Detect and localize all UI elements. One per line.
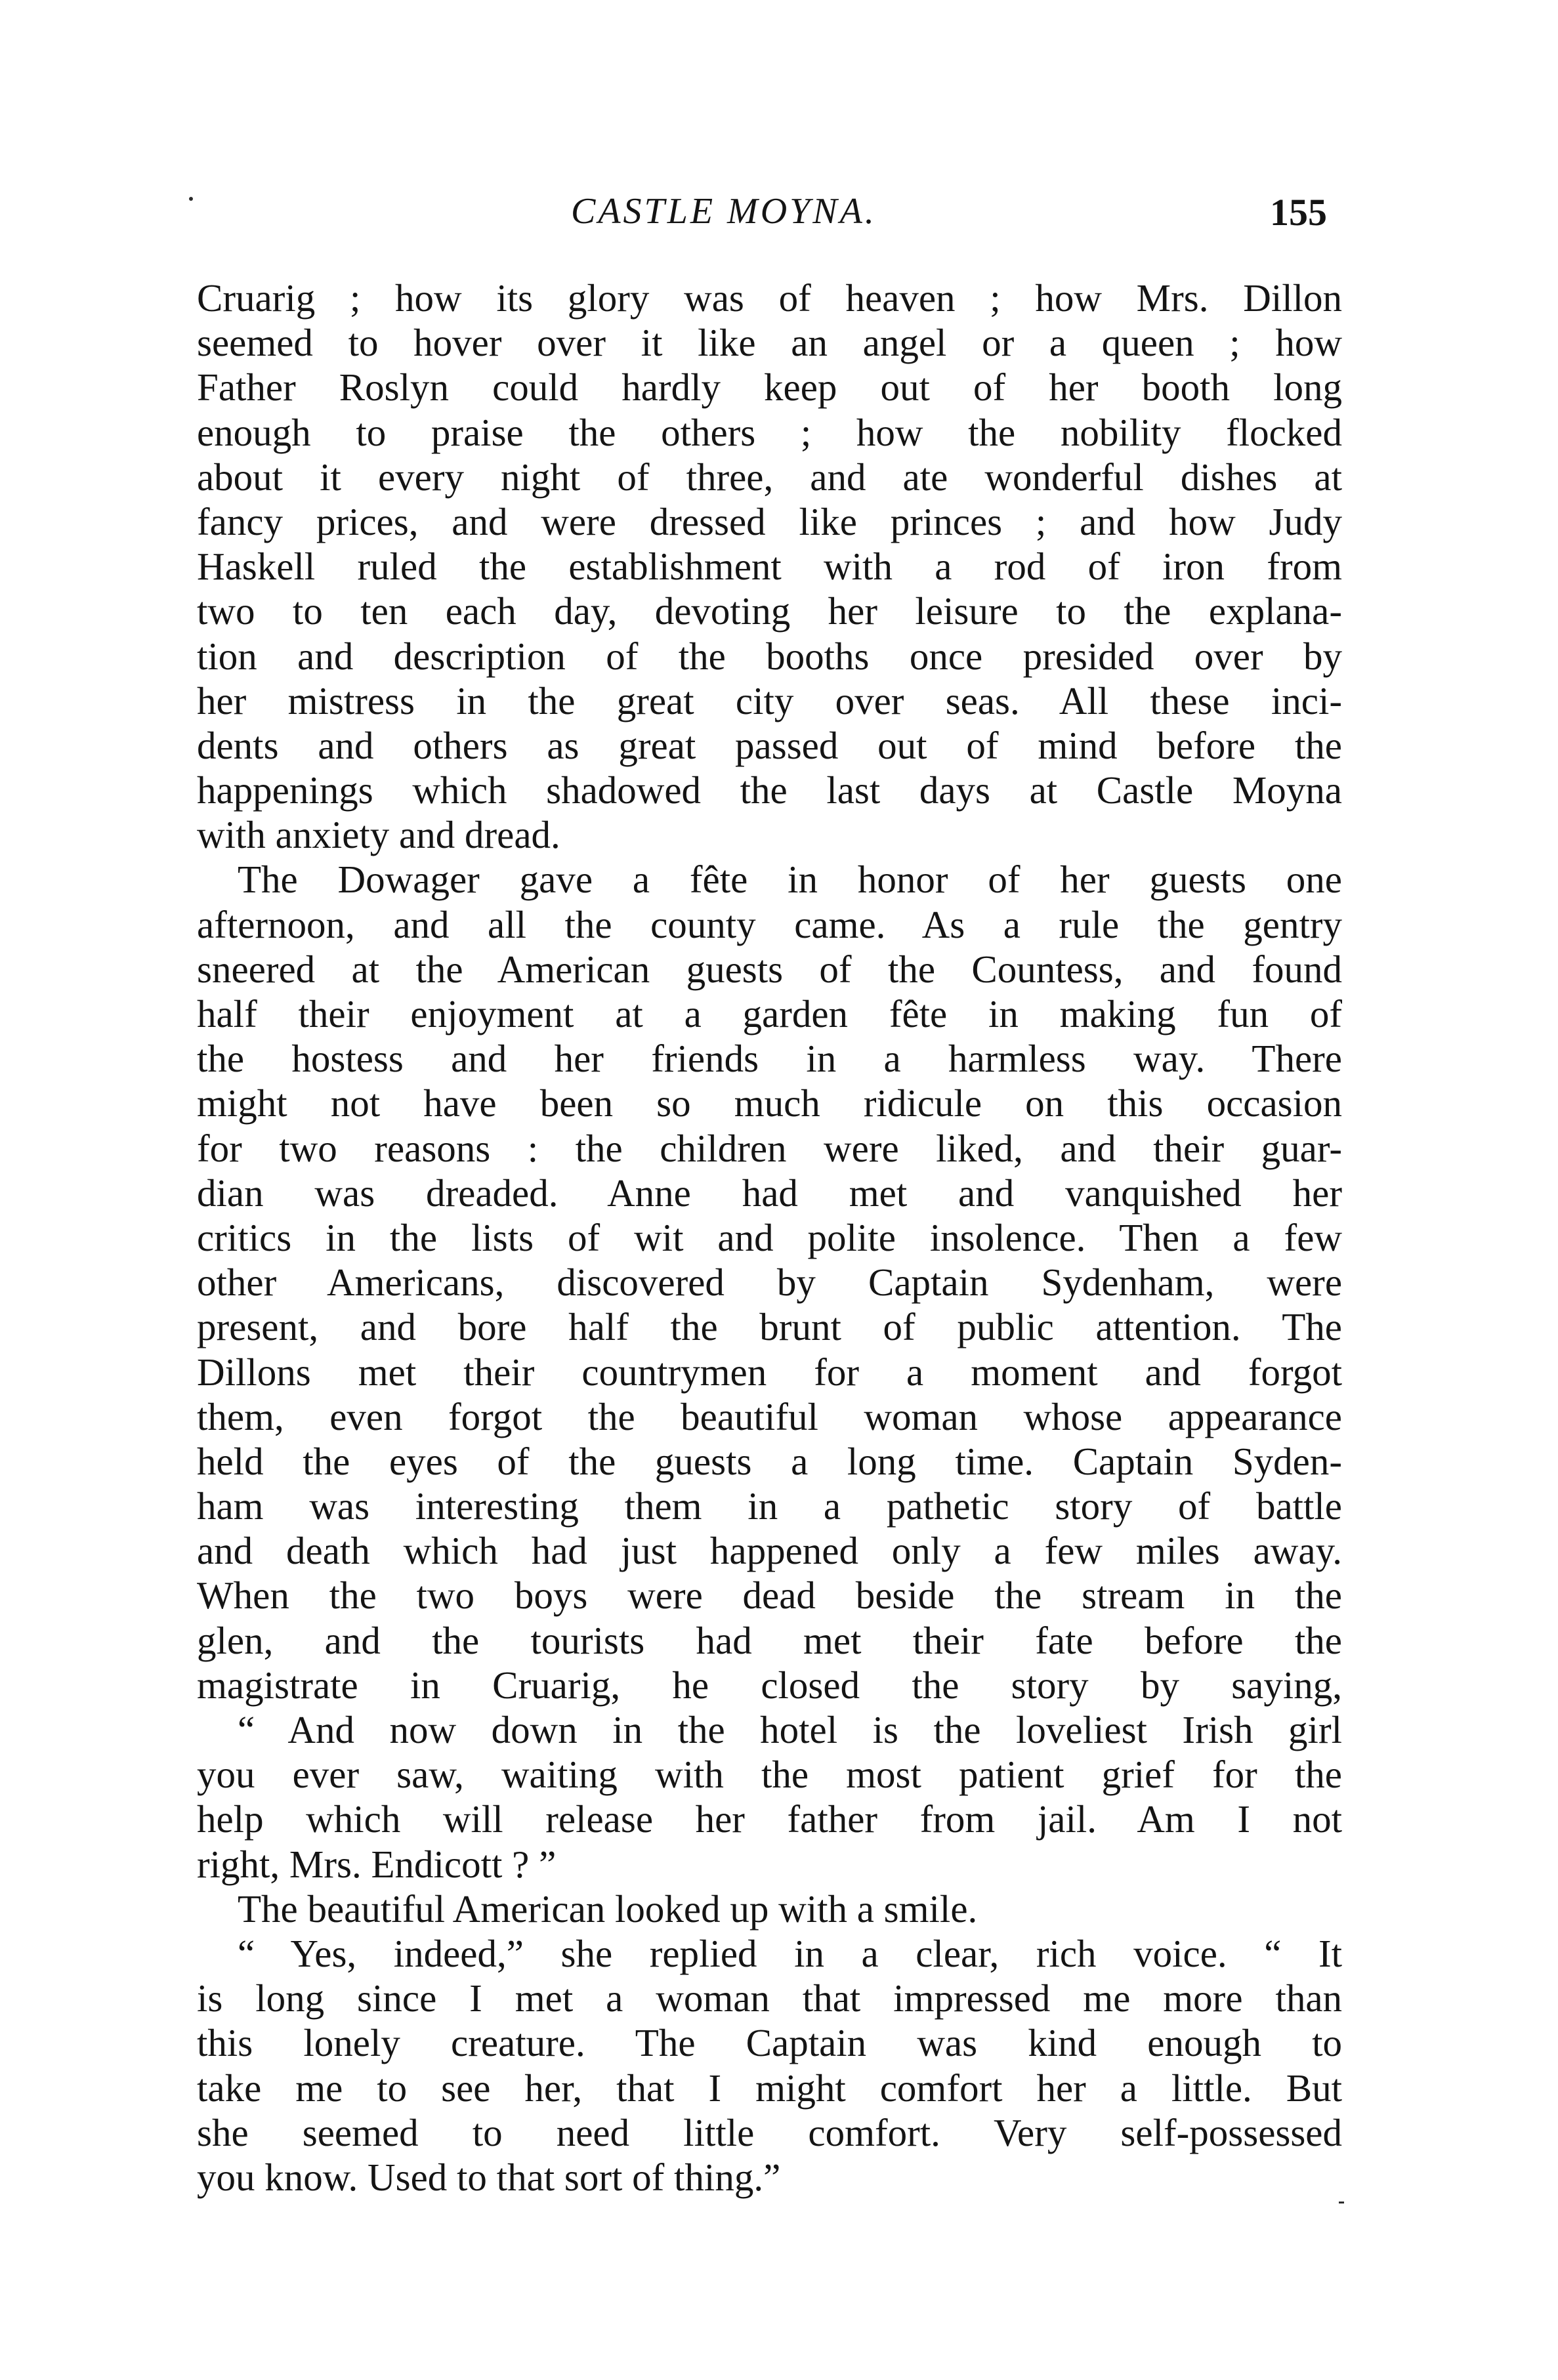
- speck-mark: [1339, 2202, 1344, 2203]
- text-line: Cruarig ; how its glory was of heaven ; how Mrs. Dillon: [197, 276, 1342, 320]
- text-line: is long since I met a woman that impressed me more than: [197, 1976, 1342, 2020]
- text-line: Dillons met their countrymen for a moment and forgot: [197, 1350, 1342, 1394]
- text-line: about it every night of three, and ate wonderful dishes at: [197, 455, 1342, 499]
- text-line: ham was interesting them in a pathetic story of battle: [197, 1484, 1342, 1528]
- text-line: them, even forgot the beautiful woman whose appearance: [197, 1394, 1342, 1438]
- text-line: two to ten each day, devoting her leisure to the explana-: [197, 589, 1342, 633]
- paragraph-start-line: The Dowager gave a fête in honor of her guests one: [238, 858, 1342, 902]
- text-line: the hostess and her friends in a harmless way. There: [197, 1037, 1342, 1081]
- text-line: she seemed to need little comfort. Very self-possessed: [197, 2110, 1342, 2154]
- text-line: tion and description of the booths once presided over by: [197, 634, 1342, 678]
- text-line: held the eyes of the guests a long time. Captain Syden-: [197, 1439, 1342, 1483]
- text-line: dents and others as great passed out of mind before the: [197, 723, 1342, 767]
- paragraph-start-line: “ Yes, indeed,” she replied in a clear, rich voice. “ It: [238, 1931, 1342, 1975]
- text-line: dian was dreaded. Anne had met and vanquished her: [197, 1171, 1342, 1215]
- paragraph-end-line: you know. Used to that sort of thing.”: [197, 2155, 781, 2199]
- text-line: this lonely creature. The Captain was kind enough to: [197, 2021, 1342, 2065]
- running-title: CASTLE MOYNA.: [571, 191, 877, 232]
- paragraph-end-line: with anxiety and dread.: [197, 813, 560, 857]
- text-line: Haskell ruled the establishment with a rod of iron from: [197, 545, 1342, 589]
- text-line: magistrate in Cruarig, he closed the story by saying,: [197, 1663, 1342, 1707]
- text-line: fancy prices, and were dressed like princes ; and how Judy: [197, 499, 1342, 543]
- text-line: her mistress in the great city over seas. All these inci-: [197, 679, 1342, 722]
- text-line: glen, and the tourists had met their fate before the: [197, 1618, 1342, 1662]
- paragraph-start-line: The beautiful American looked up with a smile.: [238, 1887, 978, 1931]
- text-line: for two reasons : the children were liked, and their guar-: [197, 1126, 1342, 1170]
- text-line: you ever saw, waiting with the most patient grief for the: [197, 1753, 1342, 1797]
- body-text: [197, 276, 1342, 2200]
- text-line: and death which had just happened only a few miles away.: [197, 1529, 1342, 1573]
- text-line: afternoon, and all the county came. As a rule the gentry: [197, 902, 1342, 946]
- text-line: happenings which shadowed the last days at Castle Moyna: [197, 768, 1342, 812]
- text-line: enough to praise the others ; how the nobility flocked: [197, 410, 1342, 454]
- text-line: critics in the lists of wit and polite insolence. Then a few: [197, 1215, 1342, 1259]
- page-header: [0, 190, 1558, 243]
- text-line: take me to see her, that I might comfort her a little. But: [197, 2066, 1342, 2110]
- text-line: When the two boys were dead beside the stream in the: [197, 1574, 1342, 1618]
- text-line: half their enjoyment at a garden fête in making fun of: [197, 992, 1342, 1035]
- text-line: seemed to hover over it like an angel or a queen ; how: [197, 321, 1342, 365]
- text-line: might not have been so much ridicule on this occasion: [197, 1081, 1342, 1125]
- text-line: present, and bore half the brunt of public attention. The: [197, 1305, 1342, 1349]
- text-line: help which will release her father from jail. Am I not: [197, 1797, 1342, 1841]
- page-number: 155: [1270, 191, 1327, 234]
- text-line: Father Roslyn could hardly keep out of her booth long: [197, 365, 1342, 409]
- paragraph-start-line: “ And now down in the hotel is the loveliest Irish girl: [238, 1708, 1342, 1751]
- text-line: sneered at the American guests of the Countess, and found: [197, 947, 1342, 991]
- text-line: other Americans, discovered by Captain Sydenham, were: [197, 1261, 1342, 1305]
- paragraph-end-line: right, Mrs. Endicott ? ”: [197, 1842, 557, 1886]
